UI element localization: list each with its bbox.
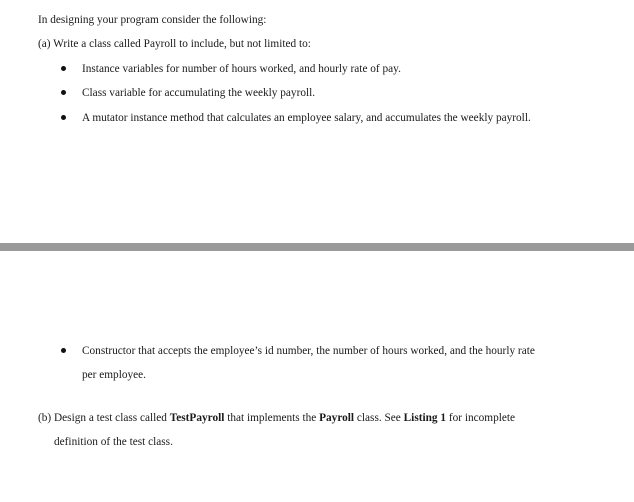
part-b-continued: definition of the test class. [54, 436, 173, 448]
part-b-prefix: (b) Design a test class called [38, 412, 170, 424]
list-item-text: A mutator instance method that calculates an employee salary, and accumulates the weekly payroll. [82, 112, 531, 124]
list-item-text: Instance variables for number of hours worked, and hourly rate of pay. [82, 63, 401, 75]
test-payroll-class-name: TestPayroll [169, 412, 225, 424]
bullet-icon [61, 90, 66, 95]
list-item-text: Class variable for accumulating the weekly payroll. [82, 87, 316, 99]
part-b-after-payroll: class. See [354, 412, 404, 424]
page-divider [0, 243, 634, 251]
bullet-icon [61, 115, 66, 120]
part-a-heading: (a) Write a class called Payroll to include, but not limited to: [38, 38, 311, 50]
listing-reference: Listing 1 [403, 412, 447, 424]
part-b-middle: that implements the [224, 412, 320, 424]
bullet-icon [61, 348, 66, 353]
bullet-icon [61, 66, 66, 71]
part-b-suffix: for incomplete [446, 412, 516, 424]
part-b-heading [38, 411, 515, 425]
list-item-text-continued: per employee. [82, 369, 146, 381]
payroll-class-name: Payroll [319, 412, 355, 424]
intro-text: In designing your program consider the following: [38, 14, 267, 26]
list-item-text: Constructor that accepts the employee’s id number, the number of hours worked, and the hourly rate [82, 345, 535, 357]
